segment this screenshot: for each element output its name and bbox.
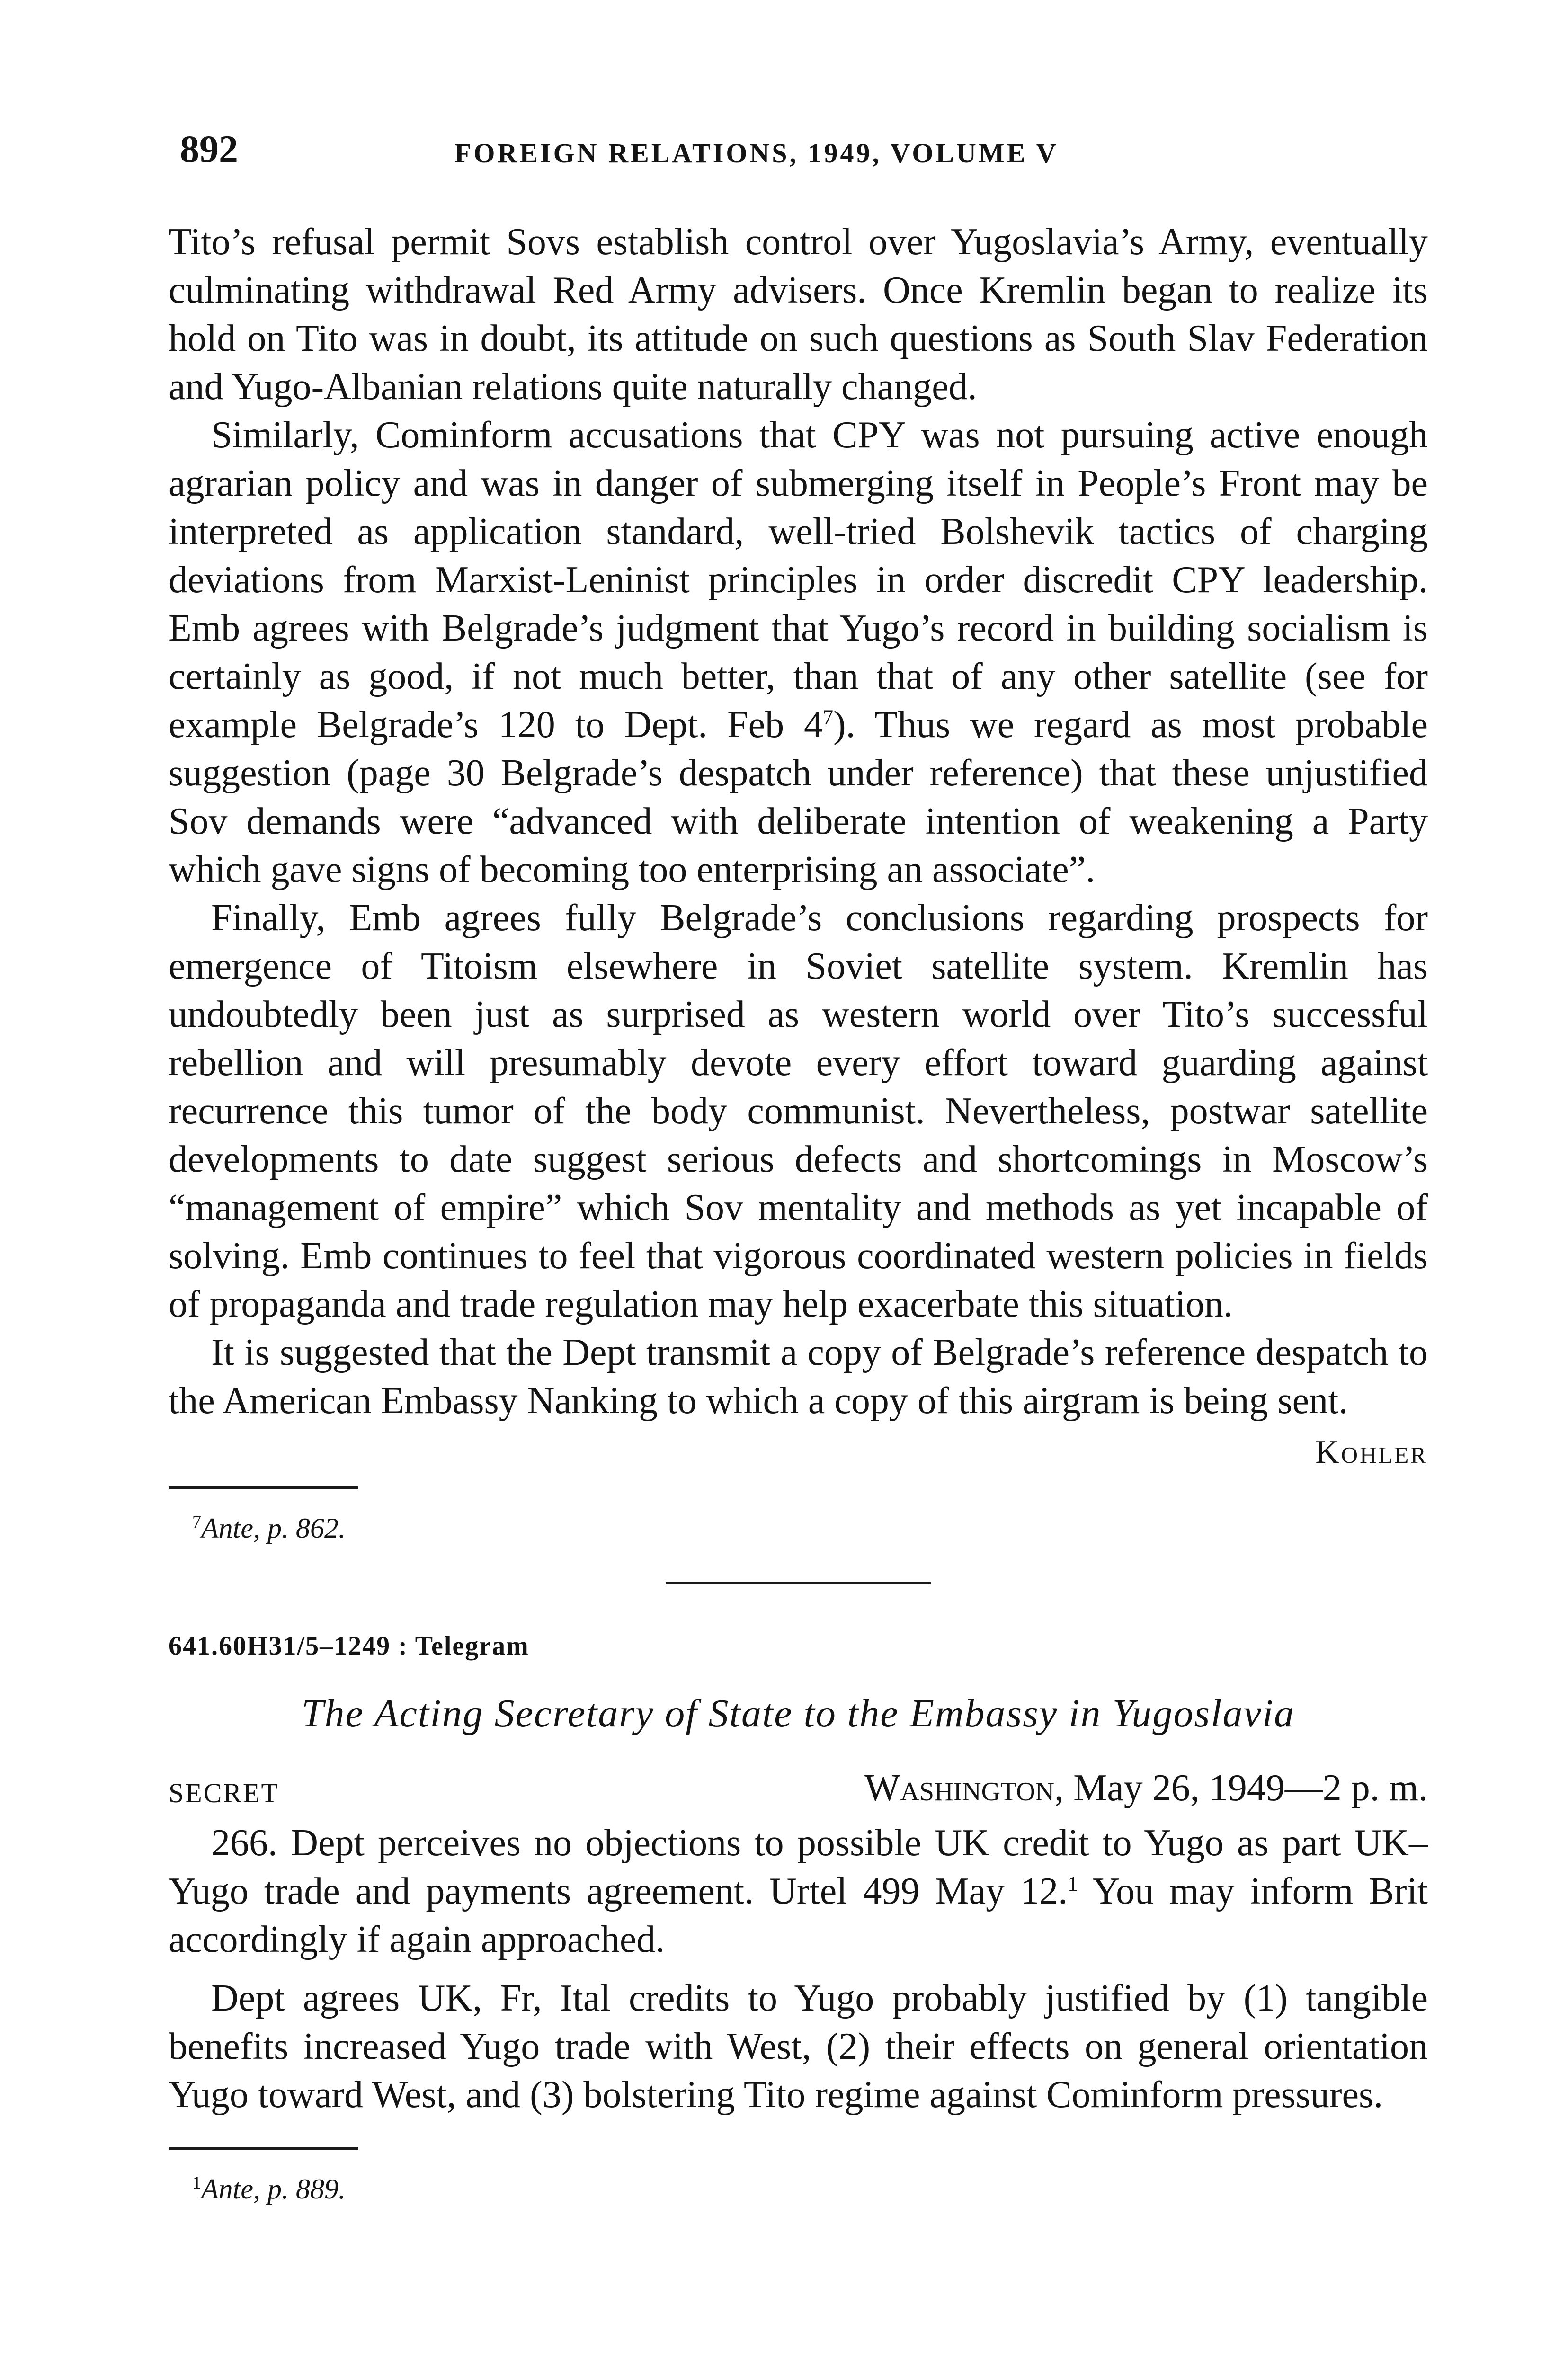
footnote-ref-1: 1 (1068, 1872, 1078, 1895)
footnote-text-1: Ante, p. 889. (201, 2173, 346, 2205)
footnote-ref-7: 7 (822, 705, 833, 729)
page-body (169, 218, 1428, 2209)
paragraph-transmit-suggestion: It is suggested that the Dept transmit a copy of Belgrade’s reference despatch to the American Embassy Nanking to which a copy of this airgram is being sent. (169, 1332, 1428, 1422)
dateline-date: , May 26, 1949—2 p. m. (1054, 1767, 1428, 1809)
footnote-1 (169, 2163, 1428, 2209)
page-number: 892 (180, 127, 238, 170)
document-heading: The Acting Secretary of State to the Embassy in Yugoslavia (301, 1691, 1295, 1735)
footnote-marker: 7 (192, 1512, 201, 1532)
paragraph-titoism-prospects: Finally, Emb agrees fully Belgrade’s conclusions regarding prospects for emergence of Titoism elsewhere in Soviet satellite system. Kremlin has undoubtedly been just as surprised as western world over Tito’s successful rebellion and will presumably devote every effort toward guarding against recurrence this tumor of the body communist. Nevertheless, postwar satellite developments to date suggest serious defects and shortcomings in Moscow’s “management of empire” which Sov mentality and methods as yet incapable of solving. Emb continues to feel that vigorous coordinated western policies in fields of propaganda and trade regulation may help exacerbate this situation. (169, 897, 1428, 1325)
running-title: FOREIGN RELATIONS, 1949, VOLUME V (454, 138, 1059, 169)
paragraph-266-end: You may inform Brit accordingly if again approached. (169, 1870, 1428, 1960)
signature-kohler: Kohler (1315, 1434, 1428, 1470)
paragraph-credits: Dept agrees UK, Fr, Ital credits to Yugo probably justified by (1) tangible benefits increased Yugo trade with West, (2) their effects on general orientation Yugo toward West, and (3) bolstering Tito regime against Cominform pressures. (169, 1977, 1428, 2116)
section-divider (666, 1582, 931, 1584)
paragraph-cominform-text: Similarly, Cominform accusations that CPY was not pursuing active enough agrarian policy and was in danger of submerging itself in People’s Front may be interpreted as application standard, well-tried Bolshevik tactics of charging deviations from Marxist-Leninist principles in order discredit CPY leadership. Emb agrees with Belgrade’s judgment that Yugo’s record in building socialism is certainly as good, if not much better, than that of any other satellite (see for example Belgrade’s 120 to Dept. Feb 4 (169, 414, 1428, 746)
footnote-rule-2 (169, 2147, 358, 2150)
footnote-text: Ante, p. 862. (201, 1513, 346, 1544)
dateline (864, 1767, 1428, 1810)
dateline-place: Washington (864, 1767, 1055, 1809)
footnote-7 (169, 1502, 1428, 1548)
classification-label: SECRET (169, 1778, 279, 1808)
signature-row (169, 1425, 1428, 1486)
document-reference: 641.60H31/5–1249 : Telegram (169, 1631, 529, 1661)
dateline-row (169, 1767, 1428, 1819)
paragraph-tito-refusal: Tito’s refusal permit Sovs establish control over Yugoslavia’s Army, eventually culminating withdrawal Red Army advisers. Once Kremlin began to realize its hold on Tito was in doubt, its attitude on such questions as South Slav Federation and Yugo-Albanian relations quite naturally changed. (169, 221, 1428, 408)
footnote-marker-1: 1 (192, 2173, 201, 2193)
running-head (180, 127, 1430, 179)
paragraph-266-text: 266. Dept perceives no objections to possible UK credit to Yugo as part UK–Yugo trade and payments agreement. Urtel 499 May 12. (169, 1822, 1428, 1912)
paragraph-266 (169, 1819, 1428, 1964)
footnote-rule (169, 1486, 358, 1489)
paragraph-cominform-accusations (169, 411, 1428, 894)
paragraph-cominform-cont: ). Thus we regard as most probable suggestion (page 30 Belgrade’s despatch under reference) that these unjustified Sov demands were “advanced with deliberate intention of weakening a Party which gave signs of becoming too enterprising an associate”. (169, 704, 1428, 890)
